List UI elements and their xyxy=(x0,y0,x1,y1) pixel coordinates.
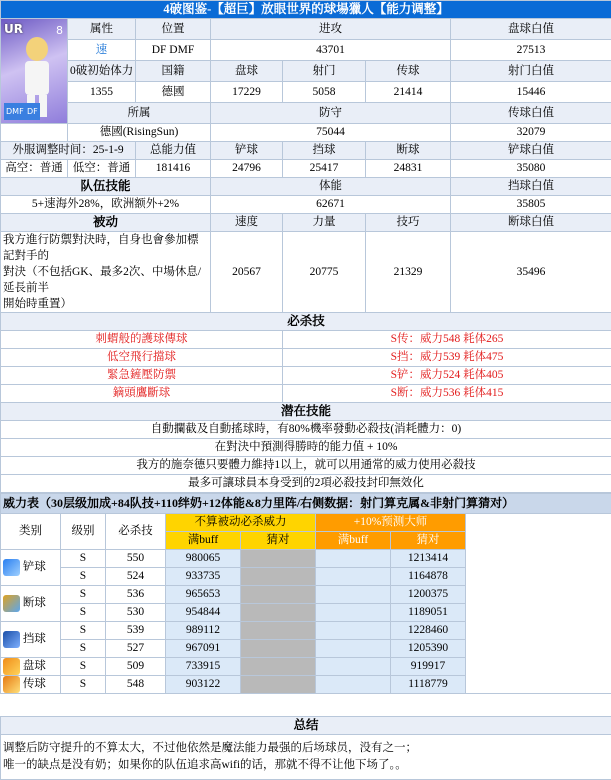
cut-value: 24831 xyxy=(366,160,451,178)
row-level: S xyxy=(61,550,106,568)
special-name: 鏑頭鷹斷球 xyxy=(1,385,283,403)
passive-line-2: 對決（不包括GK、最多2次、中場休息/延長前半 xyxy=(3,264,208,296)
rarity-badge: UR xyxy=(4,21,23,38)
speed-label: 速度 xyxy=(211,214,283,232)
special-name: 低空飛行擋球 xyxy=(1,349,283,367)
row-skill: 548 xyxy=(106,676,166,694)
dribble-value: 17229 xyxy=(211,82,283,103)
row-full: 733915 xyxy=(166,658,241,676)
summary-line-1: 调整后防守提升的不算太大，不过他依然是魔法能力最强的后场球员，没有之一； xyxy=(3,740,609,757)
intercept-icon xyxy=(3,595,20,612)
pass-value: 21414 xyxy=(366,82,451,103)
row-guess xyxy=(241,568,316,586)
attr-value: 速 xyxy=(68,40,136,61)
tackle-value: 24796 xyxy=(211,160,283,178)
tackle-label: 铲球 xyxy=(211,142,283,160)
latent-skill: 在對決中預測得勝時的能力值 + 10% xyxy=(1,439,611,457)
page-title: 4破图鉴-【超巨】放眼世界的球場獵人【能力调整】 xyxy=(1,1,611,19)
latent-skill: 我方的施奈德只要體力維持1以上，就可以用通常的威力使用必殺技 xyxy=(1,457,611,475)
header-full-buff: 满buff xyxy=(166,532,241,550)
shoot-white-value: 15446 xyxy=(451,82,611,103)
team-value: 德國(RisingSun) xyxy=(68,124,211,142)
team-label: 所属 xyxy=(68,103,211,124)
row-guess-2: 1164878 xyxy=(391,568,466,586)
row-full-2 xyxy=(316,676,391,694)
row-type-intercept: 断球 xyxy=(1,586,61,622)
defense-label: 防守 xyxy=(211,103,451,124)
row-guess xyxy=(241,586,316,604)
row-level: S xyxy=(61,640,106,658)
header-level: 级别 xyxy=(61,514,106,550)
dribble-label: 盘球 xyxy=(211,61,283,82)
header-type: 类别 xyxy=(1,514,61,550)
row-full: 954844 xyxy=(166,604,241,622)
nation-label: 国籍 xyxy=(136,61,211,82)
passive-label: 被动 xyxy=(1,214,211,232)
row-skill: 539 xyxy=(106,622,166,640)
position-tag-dmf: DMF xyxy=(4,103,26,120)
passive-description xyxy=(1,232,211,313)
row-full-2 xyxy=(316,658,391,676)
row-guess-2: 1118779 xyxy=(391,676,466,694)
row-skill: 530 xyxy=(106,604,166,622)
shovel-icon xyxy=(3,559,20,576)
row-guess-2: 1213414 xyxy=(391,550,466,568)
header-group-no-passive: 不算被动必杀威力 xyxy=(166,514,316,532)
dribble-icon xyxy=(3,658,20,675)
row-type-block: 挡球 xyxy=(1,622,61,658)
passive-line-3: 開始時重置） xyxy=(3,296,208,312)
passive-line-1: 我方進行防禦對決時，自身也會參加標記對手的 xyxy=(3,232,208,264)
row-level: S xyxy=(61,604,106,622)
team-skill-value: 5+速海外28%，欧洲额外+2% xyxy=(1,196,211,214)
shoot-white-label: 射门白值 xyxy=(451,61,611,82)
stamina-value: 1355 xyxy=(68,82,136,103)
row-full: 967091 xyxy=(166,640,241,658)
latent-title: 潜在技能 xyxy=(1,403,611,421)
row-type-tackle: 铲球 xyxy=(1,550,61,586)
row-guess xyxy=(241,640,316,658)
row-level: S xyxy=(61,676,106,694)
row-type-pass: 传球 xyxy=(1,676,61,694)
special-stat: S挡：威力539 耗体475 xyxy=(283,349,611,367)
power-table-title: 威力表（30层级加成+84队技+110绊奶+12体能&8力里阵/右侧数据：射门算克属&非射门算猜对） xyxy=(1,494,611,514)
cut-label: 断球 xyxy=(366,142,451,160)
row-guess-2: 919917 xyxy=(391,658,466,676)
row-full: 980065 xyxy=(166,550,241,568)
power-value: 20775 xyxy=(283,232,366,313)
row-full-2 xyxy=(316,550,391,568)
tackle-white-value: 35080 xyxy=(451,160,611,178)
row-full-2 xyxy=(316,586,391,604)
special-name: 緊急鏟壓防禦 xyxy=(1,367,283,385)
row-guess xyxy=(241,604,316,622)
attack-value: 43701 xyxy=(211,40,451,61)
total-label: 总能力值 xyxy=(136,142,211,160)
row-full: 903122 xyxy=(166,676,241,694)
pass-white-label: 传球白值 xyxy=(451,103,611,124)
jersey-number: 8 xyxy=(56,22,63,39)
special-title: 必杀技 xyxy=(1,313,611,331)
portrait-footer xyxy=(1,124,68,142)
stamina-label: 0破初始体力 xyxy=(68,61,136,82)
row-full-2 xyxy=(316,568,391,586)
row-full-2 xyxy=(316,640,391,658)
special-stat: S传：威力548 耗体265 xyxy=(283,331,611,349)
technique-label: 技巧 xyxy=(366,214,451,232)
row-guess xyxy=(241,676,316,694)
row-guess xyxy=(241,658,316,676)
row-level: S xyxy=(61,586,106,604)
nation-value: 德國 xyxy=(136,82,211,103)
cut-white-value: 35496 xyxy=(451,232,611,313)
speed-value: 20567 xyxy=(211,232,283,313)
position-tag-df: DF xyxy=(25,103,40,120)
tackle-white-label: 铲球白值 xyxy=(451,142,611,160)
power-label: 力量 xyxy=(283,214,366,232)
row-skill: 524 xyxy=(106,568,166,586)
shoot-label: 射门 xyxy=(283,61,366,82)
header-full-buff-2: 满buff xyxy=(316,532,391,550)
row-full: 933735 xyxy=(166,568,241,586)
total-value: 181416 xyxy=(136,160,211,178)
pos-label: 位置 xyxy=(136,19,211,40)
physique-value: 62671 xyxy=(211,196,451,214)
player-portrait xyxy=(1,19,68,124)
shoot-value: 5058 xyxy=(283,82,366,103)
defense-value: 75044 xyxy=(211,124,451,142)
block-white-label: 挡球白值 xyxy=(451,178,611,196)
latent-skill: 最多可讓球員本身受到的2項必殺技封印無效化 xyxy=(1,475,611,493)
pass-label: 传球 xyxy=(366,61,451,82)
special-stat: S断：威力536 耗体415 xyxy=(283,385,611,403)
row-guess xyxy=(241,622,316,640)
header-guess: 猜对 xyxy=(241,532,316,550)
row-full-2 xyxy=(316,622,391,640)
pos-value: DF DMF xyxy=(136,40,211,61)
row-full: 965653 xyxy=(166,586,241,604)
block-value: 25417 xyxy=(283,160,366,178)
row-level: S xyxy=(61,622,106,640)
row-guess xyxy=(241,550,316,568)
row-guess-2: 1228460 xyxy=(391,622,466,640)
row-skill: 550 xyxy=(106,550,166,568)
row-guess-2: 1189051 xyxy=(391,604,466,622)
row-type-dribble: 盘球 xyxy=(1,658,61,676)
special-name: 刺蝟般的護球傳球 xyxy=(1,331,283,349)
row-level: S xyxy=(61,568,106,586)
special-stat: S铲：威力524 耗体405 xyxy=(283,367,611,385)
dribble-white-label: 盘球白值 xyxy=(451,19,611,40)
row-level: S xyxy=(61,658,106,676)
card-image xyxy=(1,19,67,123)
team-skill-label: 队伍技能 xyxy=(1,178,211,196)
cut-white-label: 断球白值 xyxy=(451,214,611,232)
row-skill: 509 xyxy=(106,658,166,676)
dribble-white-value: 27513 xyxy=(451,40,611,61)
summary-title: 总结 xyxy=(1,717,611,735)
row-guess-2: 1200375 xyxy=(391,586,466,604)
header-skill: 必杀技 xyxy=(106,514,166,550)
high-air: 高空：普通 xyxy=(1,160,68,178)
row-skill: 536 xyxy=(106,586,166,604)
pass-icon xyxy=(3,676,20,693)
row-guess-2: 1205390 xyxy=(391,640,466,658)
row-full: 989112 xyxy=(166,622,241,640)
row-skill: 527 xyxy=(106,640,166,658)
summary-line-2: 唯一的缺点是没有奶；如果你的队伍追求高wifi的话，那就不得不让他下场了。。 xyxy=(3,757,609,774)
header-group-predict: +10%预测大师 xyxy=(316,514,466,532)
block-icon xyxy=(3,631,20,648)
latent-skill: 自動攔截及自動搖球時，有80%機率發動必殺技(消耗體力：0) xyxy=(1,421,611,439)
technique-value: 21329 xyxy=(366,232,451,313)
header-guess-2: 猜对 xyxy=(391,532,466,550)
low-air: 低空：普通 xyxy=(68,160,136,178)
pass-white-value: 32079 xyxy=(451,124,611,142)
attack-label: 进攻 xyxy=(211,19,451,40)
block-label: 挡球 xyxy=(283,142,366,160)
summary-text xyxy=(1,735,611,780)
physique-label: 体能 xyxy=(211,178,451,196)
row-full-2 xyxy=(316,604,391,622)
attr-label: 属性 xyxy=(68,19,136,40)
power-table xyxy=(0,493,611,780)
block-white-value: 35805 xyxy=(451,196,611,214)
adjust-date: 外服调整时间：25-1-9 xyxy=(1,142,136,160)
